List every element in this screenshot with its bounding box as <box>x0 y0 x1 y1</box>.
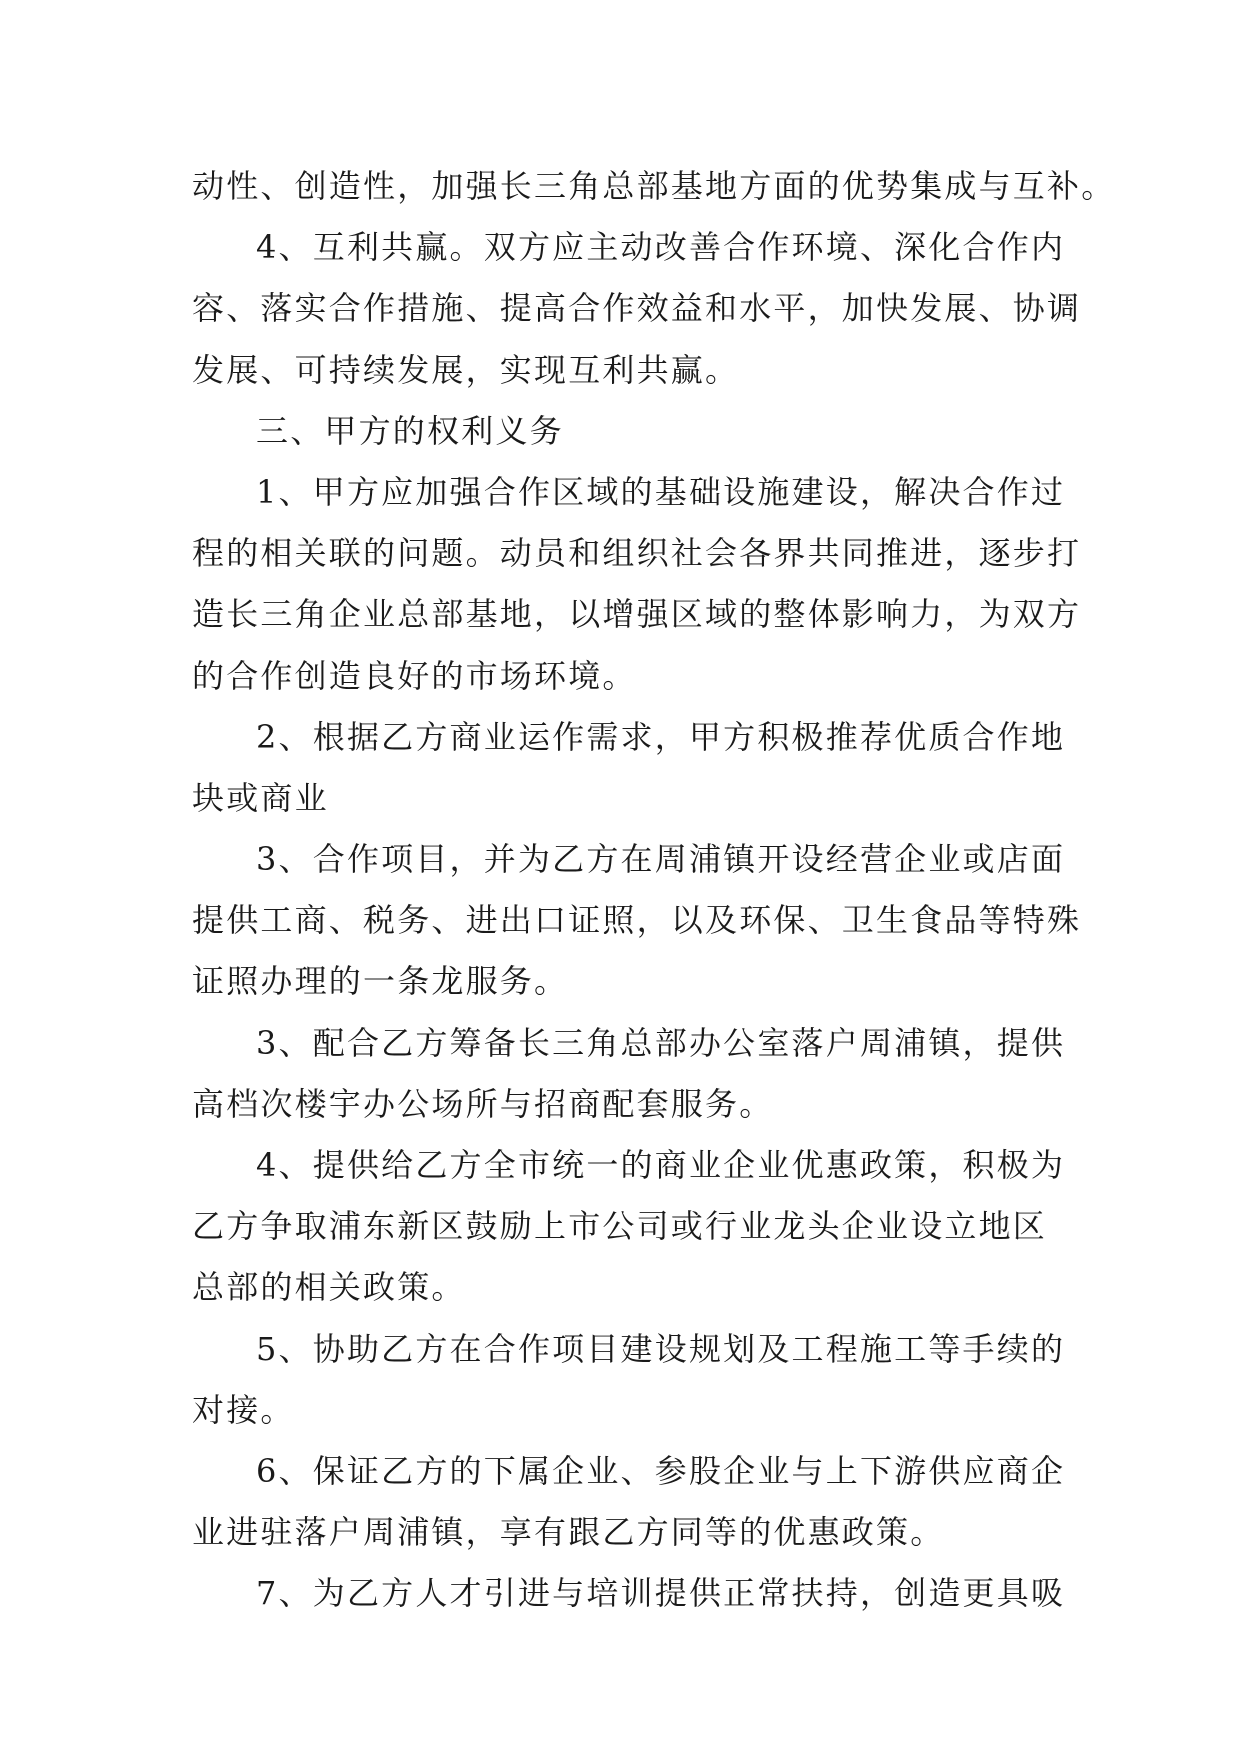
text-line: 5、协助乙方在合作项目建设规划及工程施工等手续的 <box>256 1329 1066 1368</box>
text-line: 提供工商、税务、进出口证照，以及环保、卫生食品等特殊 <box>192 901 1082 940</box>
text-line: 高档次楼宇办公场所与招商配套服务。 <box>192 1084 774 1123</box>
text-line: 3、合作项目，并为乙方在周浦镇开设经营企业或店面 <box>256 840 1066 879</box>
section-heading: 三、甲方的权利义务 <box>256 411 564 450</box>
text-line: 6、保证乙方的下属企业、参股企业与上下游供应商企 <box>256 1451 1066 1490</box>
text-line: 3、配合乙方筹备长三角总部办公室落户周浦镇，提供 <box>256 1023 1066 1062</box>
text-line: 的合作创造良好的市场环境。 <box>192 656 637 695</box>
text-line: 块或商业 <box>192 778 329 817</box>
document-body <box>192 156 1116 1625</box>
text-line: 总部的相关政策。 <box>192 1268 466 1307</box>
text-line: 证照办理的一条龙服务。 <box>192 962 569 1001</box>
text-line: 造长三角企业总部基地，以增强区域的整体影响力，为双方 <box>192 595 1082 634</box>
text-line: 容、落实合作措施、提高合作效益和水平，加快发展、协调 <box>192 289 1082 328</box>
text-line: 动性、创造性，加强长三角总部基地方面的优势集成与互补。 <box>192 167 1116 205</box>
text-line: 发展、可持续发展，实现互利共赢。 <box>192 350 740 389</box>
text-line: 2、根据乙方商业运作需求，甲方积极推荐优质合作地 <box>256 717 1066 756</box>
text-line: 业进驻落户周浦镇，享有跟乙方同等的优惠政策。 <box>192 1513 945 1552</box>
text-line: 7、为乙方人才引进与培训提供正常扶持，创造更具吸 <box>256 1574 1066 1613</box>
text-line: 1、甲方应加强合作区域的基础设施建设，解决合作过 <box>256 472 1066 511</box>
text-line: 乙方争取浦东新区鼓励上市公司或行业龙头企业设立地区 <box>192 1207 1048 1246</box>
text-line: 程的相关联的问题。动员和组织社会各界共同推进，逐步打 <box>192 534 1082 573</box>
text-line: 对接。 <box>192 1390 295 1429</box>
text-line: 4、提供给乙方全市统一的商业企业优惠政策，积极为 <box>256 1146 1066 1184</box>
text-line: 4、互利共赢。双方应主动改善合作环境、深化合作内 <box>256 228 1066 267</box>
